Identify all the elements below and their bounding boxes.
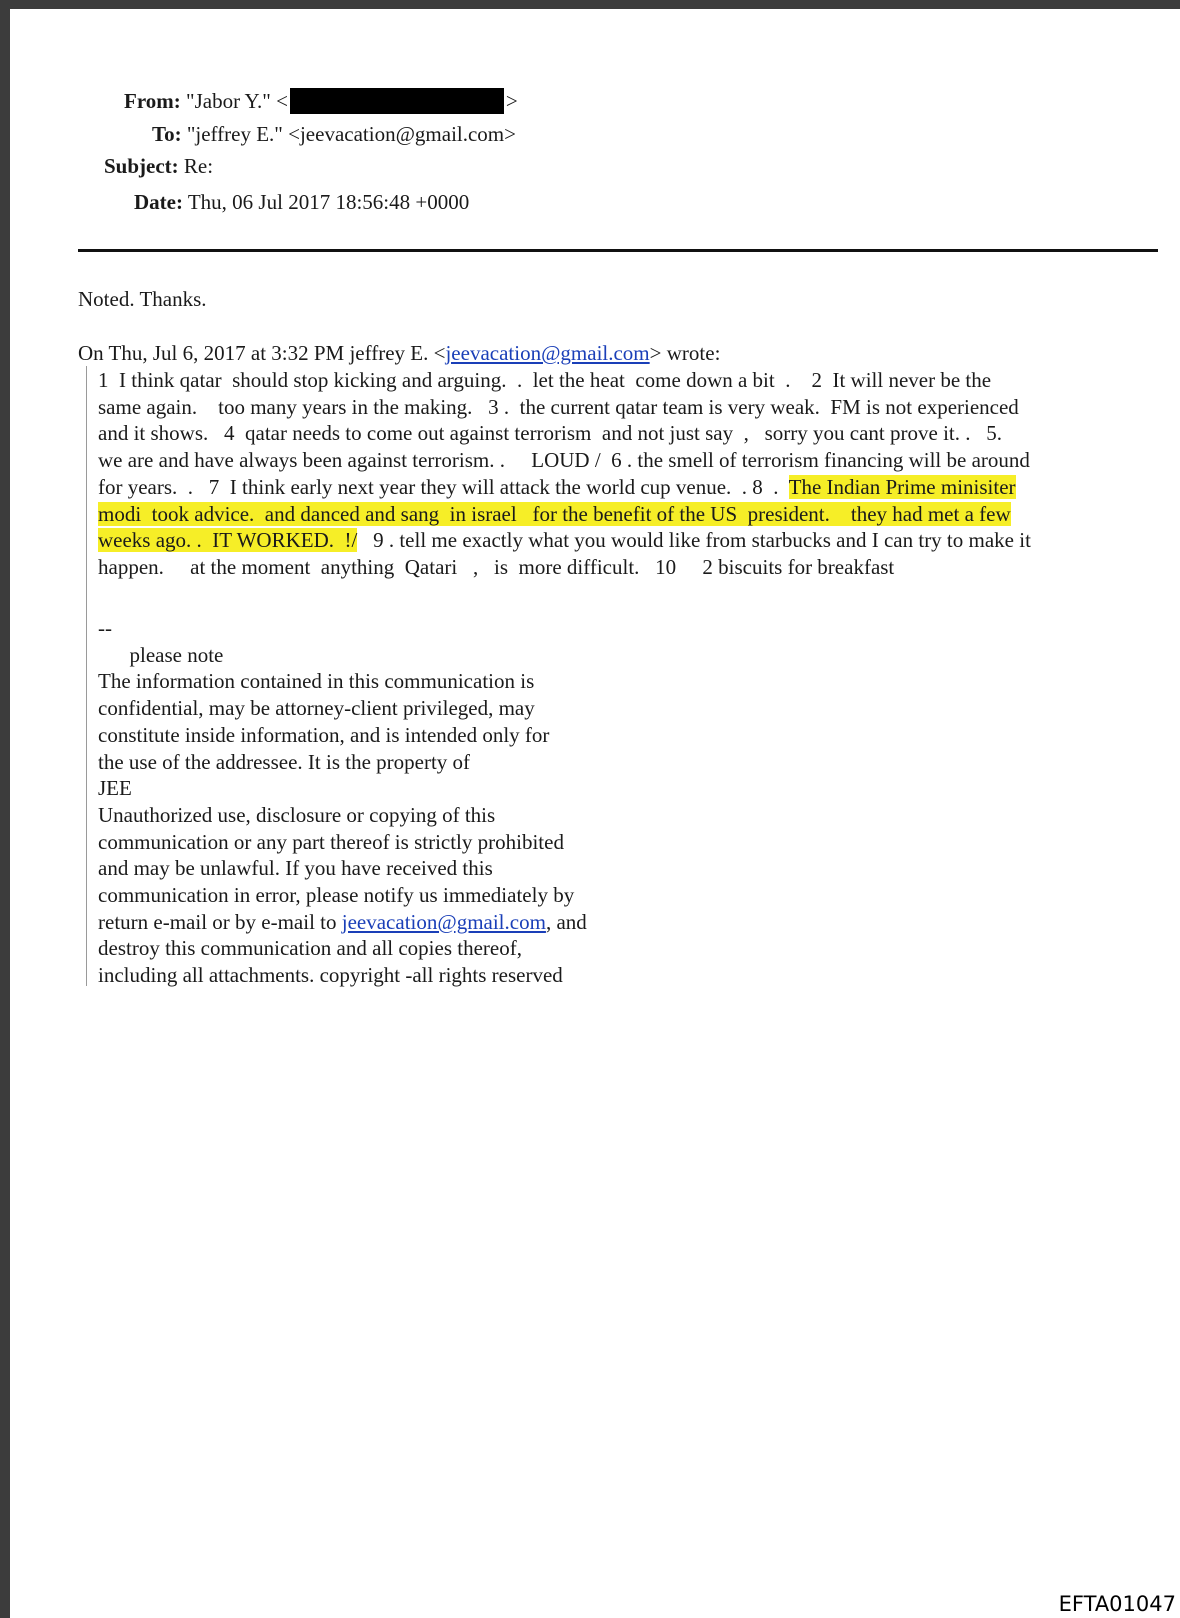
signature-dashes: -- [98,616,112,640]
signature-line: please note [98,642,224,667]
scan-frame-top [0,0,1180,9]
quote-intro-suffix: > wrote: [649,341,721,365]
to-label: To: [152,122,182,146]
return-suffix: , and [545,909,587,934]
quoted-line: we are and have always been against terrorism. . LOUD / 6 . the smell of terrorism financing will be around [98,448,1030,473]
to-value: "jeffrey E." <jeevacation@gmail.com> [186,122,516,146]
signature-line: destroy this communication and all copies thereof, [98,936,522,961]
quoted-message [98,367,1173,581]
date-row [134,189,469,215]
signature-line: confidential, may be attorney-client privileged, may [98,696,535,721]
from-value-prefix: "Jabor Y." < [186,89,288,113]
signature-line: the use of the addressee. It is the property of [98,749,471,774]
quoted-line-text: 9 . tell me exactly what you would like from starbucks and I can try to make it [357,528,1031,553]
return-prefix: return e-mail or by e-mail to [98,909,342,934]
quote-intro-email-link[interactable]: jeevacation@gmail.com [445,341,650,365]
signature-block [98,615,587,989]
signature-line: communication in error, please notify us immediately by [98,883,575,908]
signature-line: The information contained in this communication is [98,669,535,694]
document-id: EFTA01047 [1058,1592,1176,1616]
quoted-line: same again. too many years in the making. 3 . the current qatar team is very weak. FM is not experienced [98,394,1019,419]
quoted-line [98,474,1173,501]
signature-line: constitute inside information, and is intended only for [98,722,550,747]
reply-text: Noted. Thanks. [78,287,207,311]
signature-line: communication or any part thereof is strictly prohibited [98,829,564,854]
signature-line: including all attachments. copyright -all rights reserved [98,963,563,988]
from-value-suffix: > [505,89,518,113]
subject-row [104,153,213,179]
signature-line: and may be unlawful. If you have received this [98,856,493,881]
date-value: Thu, 06 Jul 2017 18:56:48 +0000 [187,190,470,214]
quote-intro [78,340,720,366]
quoted-line: happen. at the moment anything Qatari , is more difficult. 10 2 biscuits for breakfast [98,554,895,579]
quoted-line [98,501,1173,528]
header-divider [78,249,1158,252]
quoted-line-text: for years. . 7 I think early next year they will attack the world cup venue. . 8 . [98,474,789,499]
redaction-bar [290,88,504,114]
to-row [152,121,516,147]
quoted-line: 1 I think qatar should stop kicking and arguing. . let the heat come down a bit . 2 It will never be the [98,368,992,392]
signature-email-link[interactable]: jeevacation@gmail.com [341,909,546,934]
signature-line: Unauthorized use, disclosure or copying of this [98,802,496,827]
subject-label: Subject: [104,154,179,178]
highlighted-text: weeks ago. . IT WORKED. !/ [98,528,358,553]
subject-value: Re: [183,154,214,178]
quoted-line [98,527,1173,554]
quote-intro-prefix: On Thu, Jul 6, 2017 at 3:32 PM jeffrey E. < [78,341,446,365]
signature-line: JEE [98,776,132,801]
from-row [124,88,518,114]
scan-frame-left [0,0,10,1618]
from-label: From: [124,89,181,113]
quoted-line: and it shows. 4 qatar needs to come out against terrorism and not just say , sorry you cant prove it. . 5. [98,421,1002,446]
signature-line [98,909,587,936]
date-label: Date: [134,190,183,214]
highlighted-text: The Indian Prime minisiter [788,474,1016,499]
quote-bar [86,366,87,986]
highlighted-text: modi took advice. and danced and sang in israel for the benefit of the US president. they had met a few [98,501,1011,526]
